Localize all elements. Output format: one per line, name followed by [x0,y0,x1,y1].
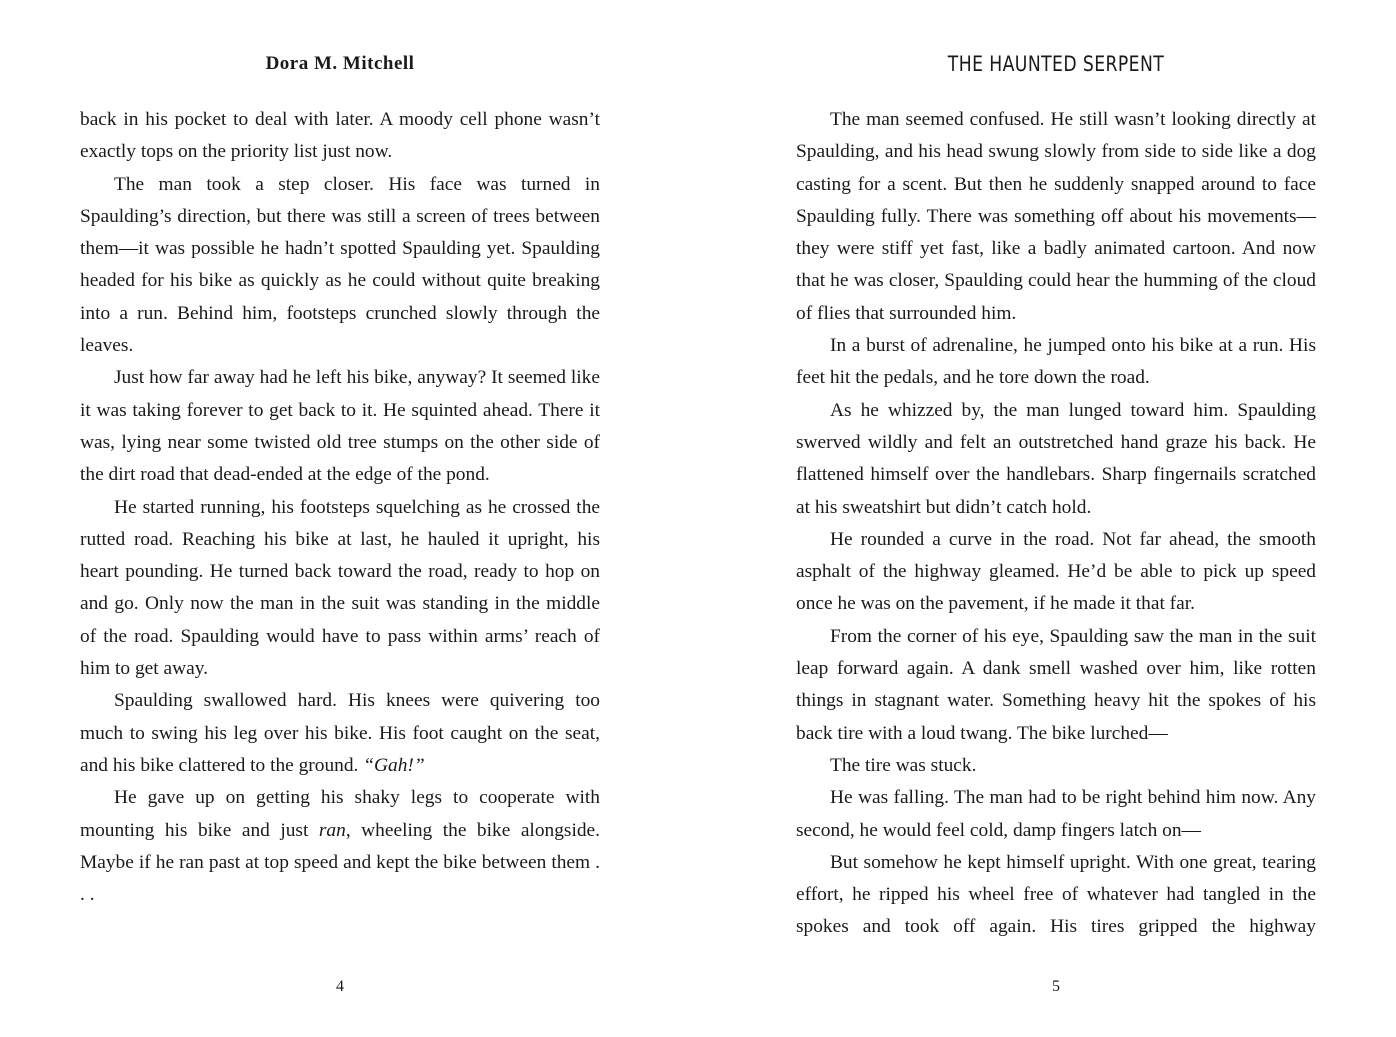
running-head-title: THE HAUNTED SERPENT [947,52,1165,76]
paragraph: But somehow he kept himself upright. With one great, tearing effort, he ripped his wheel free of whatever had tangled in the spokes and took off again. His tires gripped the highway [796,851,1316,938]
paragraph: The tire was stuck. [830,754,977,776]
paragraph-text: , wheeling the bike alongside. Maybe if he ran past at top speed and kept the bike between them . . . [80,819,600,906]
paragraph: In a burst of adrenaline, he jumped onto his bike at a run. His feet hit the pedals, and he tore down the road. [796,335,1316,389]
paragraph [80,782,600,911]
italic-exclamation: “Gah!” [363,754,425,776]
right-page [796,0,1316,1037]
italic-word: ran [318,819,346,841]
paragraph [80,685,600,782]
right-page-body [796,104,1316,944]
paragraph: The man seemed confused. He still wasn’t looking directly at Spaulding, and his head swung slowly from side to side like a dog casting for a scent. But then he suddenly snapped around to face Spaulding fully. There was something off about his movements—they were stiff yet fast, like a badly animated cartoon. And now that he was closer, Spaulding could hear the humming of the cloud of flies that surrounded him. [796,109,1316,324]
paragraph: From the corner of his eye, Spaulding saw the man in the suit leap forward again. A dank smell washed over him, like rotten things in stagnant water. Something heavy hit the spokes of his back tire with a loud twang. The bike lurched— [796,625,1316,744]
left-page [80,0,600,1037]
paragraph: He started running, his footsteps squelching as he crossed the rutted road. Reaching his bike at last, he hauled it upright, his heart pounding. He turned back toward the road, ready to hop on and go. Only now the man in the suit was standing in the middle of the road. Spaulding would have to pass within arms’ reach of him to get away. [80,496,600,680]
paragraph: The man took a step closer. His face was turned in Spaulding’s direction, but there was still a screen of trees between them—it was possible he hadn’t spotted Spaulding yet. Spaulding headed for his bike as quickly as he could without quite breaking into a run. Behind him, footsteps crunched slowly through the leaves. [80,173,600,357]
paragraph: back in his pocket to deal with later. A moody cell phone wasn’t exactly tops on the priority list just now. [80,109,600,163]
paragraph: He rounded a curve in the road. Not far ahead, the smooth asphalt of the highway gleamed. He’d be able to pick up speed once he was on the pavement, if he made it that far. [796,528,1316,615]
page-number: 5 [1052,978,1060,995]
paragraph: As he whizzed by, the man lunged toward him. Spaulding swerved wildly and felt an outstretched hand graze his back. He flattened himself over the handlebars. Sharp fingernails scratched at his sweatshirt but didn’t catch hold. [796,399,1316,518]
paragraph: He was falling. The man had to be right behind him now. Any second, he would feel cold, damp fingers latch on— [796,787,1316,841]
page-number: 4 [336,978,344,995]
left-page-body [80,104,600,911]
paragraph: Just how far away had he left his bike, anyway? It seemed like it was taking forever to get back to it. He squinted ahead. There it was, lying near some twisted old tree stumps on the other side of the dirt road that dead-ended at the edge of the pond. [80,367,600,486]
paragraph-text: He gave up on getting his shaky legs to cooperate with mounting his bike and just [80,787,600,841]
running-head-author: Dora M. Mitchell [265,53,415,74]
paragraph-text: Spaulding swallowed hard. His knees were quivering too much to swing his leg over his bike. His foot caught on the seat, and his bike clattered to the ground. [80,690,600,776]
